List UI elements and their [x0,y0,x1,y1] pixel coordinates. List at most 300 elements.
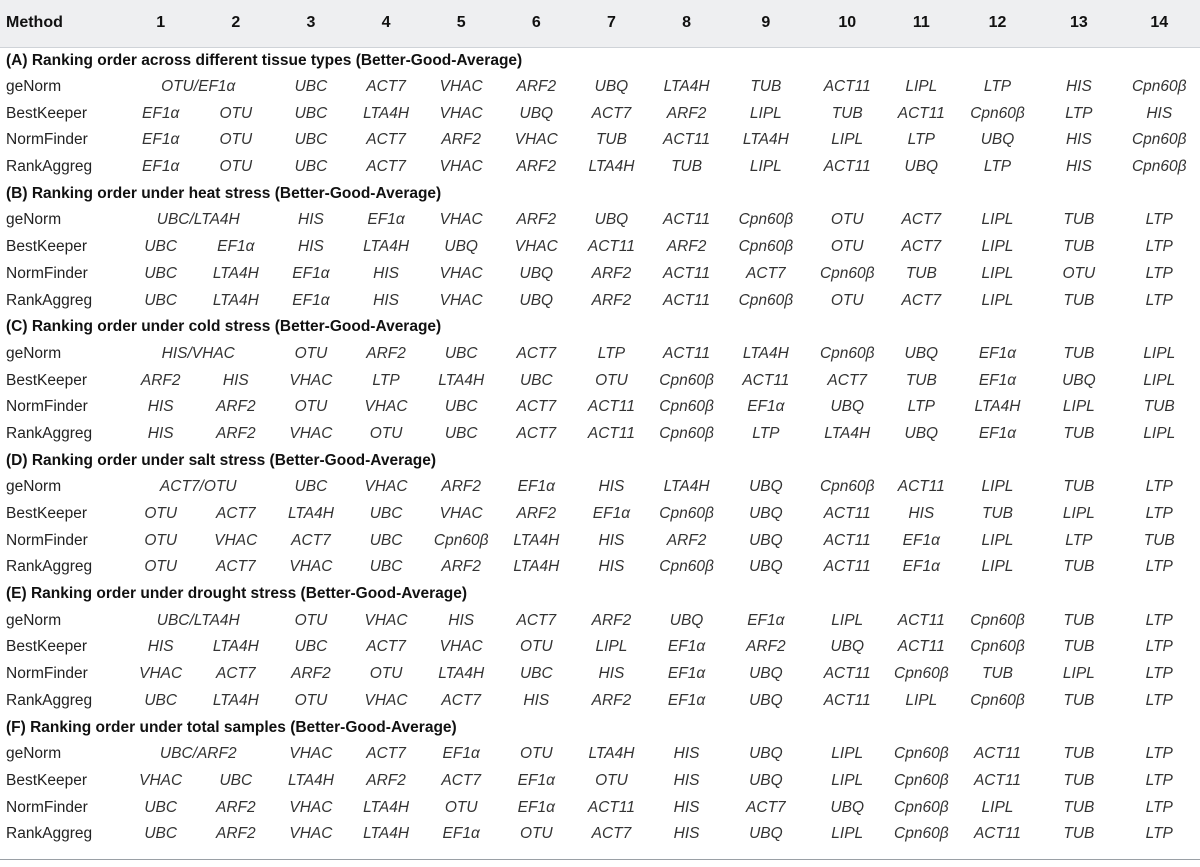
gene-cell: VHAC [514,238,558,256]
gene-cell: ARF2 [216,798,256,816]
gene-cell: LTA4H [212,264,259,282]
gene-cell: VHAC [289,558,333,576]
gene-cell: EF1α [442,825,480,843]
method-name: NormFinder [6,665,88,683]
gene-cell-tied: HIS/VHAC [161,344,235,362]
gene-cell: LIPL [1143,424,1176,442]
table-row [0,100,1200,127]
gene-cell: VHAC [439,638,483,656]
rank-header: 12 [956,0,1039,47]
gene-cell: Cpn60β [1131,131,1187,149]
gene-cell: TUB [1063,825,1095,843]
gene-cell: UBC [369,531,403,549]
gene-cell: ACT11 [823,665,871,683]
gene-cell: VHAC [514,131,558,149]
gene-cell: OTU [144,558,178,576]
gene-cell: Cpn60β [894,745,949,763]
method-name: RankAggreg [6,424,93,442]
gene-cell: UBQ [904,424,939,442]
gene-cell: Cpn60β [894,665,949,683]
gene-cell: TUB [1063,798,1095,816]
gene-cell: UBC [444,344,478,362]
table-row [0,234,1200,261]
gene-cell: LTP [1145,238,1173,256]
gene-cell: HIS [1065,78,1092,96]
gene-cell: ACT11 [663,344,711,362]
method-name: BestKeeper [6,371,87,389]
gene-cell: LTA4H [212,638,259,656]
gene-cell: LIPL [981,264,1014,282]
gene-cell: TUB [1063,558,1095,576]
rank-header: 3 [273,0,348,47]
gene-cell: Cpn60β [819,344,875,362]
method-name: RankAggreg [6,291,93,309]
gene-cell: ARF2 [591,611,632,629]
gene-cell: HIS [598,558,625,576]
gene-cell: TUB [1063,238,1095,256]
gene-cell: Cpn60β [659,505,714,523]
gene-cell: ACT7 [366,638,406,656]
gene-cell: TUB [1063,478,1095,496]
gene-cell: LIPL [981,238,1014,256]
gene-cell: TUB [981,665,1013,683]
gene-cell: UBQ [904,158,939,176]
gene-cell: EF1α [292,264,330,282]
section-header-row [0,47,1200,74]
gene-cell: LIPL [1143,344,1176,362]
gene-cell: UBQ [749,825,783,843]
gene-cell: VHAC [364,691,408,709]
section-title: (E) Ranking order under drought stress (Better-Good-Average) [6,585,468,603]
gene-cell: HIS [673,798,700,816]
gene-cell: Cpn60β [1131,158,1187,176]
table-row [0,741,1200,768]
table-row [0,287,1200,314]
gene-cell: LTP [1145,478,1173,496]
gene-cell: Cpn60β [970,691,1025,709]
table-row [0,154,1200,181]
gene-cell: TUB [750,78,782,96]
method-name: RankAggreg [6,158,93,176]
gene-cell: OTU [595,371,628,389]
gene-cell: LIPL [905,78,938,96]
rank-header: 13 [1039,0,1118,47]
method-name: RankAggreg [6,691,93,709]
gene-cell-tied: OTU/EF1α [161,78,236,96]
gene-cell: ACT7 [216,558,256,576]
gene-cell: EF1α [978,424,1017,442]
gene-cell: ARF2 [441,558,481,576]
gene-cell: OTU [444,798,478,816]
gene-cell: UBQ [980,131,1015,149]
gene-cell: LTP [1145,665,1173,683]
table-row [0,394,1200,421]
rank-header: 1 [123,0,198,47]
gene-cell: ACT7 [591,825,632,843]
method-name: NormFinder [6,398,88,416]
gene-cell: LTP [983,158,1012,176]
gene-cell: Cpn60β [819,264,875,282]
gene-cell: ACT7 [516,424,557,442]
gene-cell: LTP [1145,211,1173,229]
bottom-rule [0,859,1200,860]
gene-cell: TUB [981,505,1013,523]
gene-cell: ACT7 [291,531,331,549]
gene-cell: ACT11 [897,478,945,496]
gene-cell: ARF2 [366,344,406,362]
gene-cell: UBQ [749,771,783,789]
gene-cell: ARF2 [441,478,481,496]
gene-cell: ACT11 [823,158,871,176]
gene-cell: Cpn60β [659,398,714,416]
gene-cell: ARF2 [366,771,406,789]
gene-cell: TUB [831,104,863,122]
gene-cell: UBC [369,558,403,576]
gene-cell: LIPL [831,611,864,629]
method-column-header: Method [0,0,123,47]
gene-cell: LTA4H [287,771,334,789]
gene-cell: HIS [298,211,324,229]
gene-cell: ACT7 [366,745,406,763]
gene-cell: LTP [1145,505,1173,523]
gene-cell: Cpn60β [738,211,794,229]
gene-cell: ACT11 [587,424,635,442]
rank-header: 10 [808,0,887,47]
gene-cell: Cpn60β [970,638,1025,656]
table-row [0,127,1200,154]
gene-cell: VHAC [364,611,408,629]
gene-cell: TUB [1063,344,1095,362]
method-name: NormFinder [6,798,88,816]
gene-cell: OTU [830,291,864,309]
gene-cell: LTA4H [438,371,485,389]
gene-cell: LIPL [595,638,628,656]
table-row [0,661,1200,688]
gene-cell: UBC [294,131,328,149]
table-row [0,74,1200,101]
gene-cell: UBQ [749,478,783,496]
gene-cell: ACT11 [973,745,1022,763]
gene-cell: OTU [294,611,328,629]
gene-cell: OTU [219,104,253,122]
method-name: geNorm [6,78,62,96]
gene-cell: ARF2 [591,291,632,309]
gene-cell: LTP [1145,291,1173,309]
gene-cell: ARF2 [591,691,632,709]
gene-cell: OTU [294,398,328,416]
gene-cell: ARF2 [441,131,481,149]
gene-cell: ACT11 [823,691,871,709]
gene-cell: EF1α [142,158,180,176]
table-row [0,527,1200,554]
gene-cell: ACT7 [746,798,786,816]
method-name: BestKeeper [6,771,87,789]
gene-cell: Cpn60β [819,478,875,496]
gene-cell: LIPL [831,745,864,763]
gene-cell: ACT11 [897,611,945,629]
gene-cell: UBC [144,238,178,256]
method-name: BestKeeper [6,505,87,523]
gene-cell: TUB [1063,771,1095,789]
gene-cell: VHAC [139,771,183,789]
gene-cell: LIPL [1062,665,1095,683]
gene-cell: TUB [1063,611,1095,629]
section-title: (F) Ranking order under total samples (Better-Good-Average) [6,718,457,736]
gene-cell: UBQ [749,505,783,523]
gene-cell: HIS [373,291,399,309]
gene-cell: TUB [1063,691,1095,709]
gene-cell: LTA4H [438,665,485,683]
method-name: RankAggreg [6,558,93,576]
gene-cell: LIPL [981,291,1014,309]
table-row [0,367,1200,394]
gene-cell: UBQ [830,798,865,816]
gene-cell: LTA4H [663,478,710,496]
gene-cell: LTA4H [363,798,410,816]
gene-cell: ARF2 [516,78,557,96]
gene-cell: UBC [519,371,553,389]
gene-cell: OTU [219,158,253,176]
gene-cell: UBC [144,691,178,709]
gene-cell: VHAC [289,424,333,442]
rank-header: 5 [424,0,499,47]
gene-cell: UBC [294,478,328,496]
method-name: BestKeeper [6,104,87,122]
method-name: BestKeeper [6,638,87,656]
gene-cell: EF1α [902,531,940,549]
gene-cell: TUB [1063,638,1095,656]
gene-cell: LTP [597,344,626,362]
gene-cell: VHAC [214,531,258,549]
gene-cell: TUB [1143,531,1175,549]
gene-cell: Cpn60β [738,291,794,309]
gene-cell: EF1α [367,211,405,229]
gene-cell: HIS [147,398,174,416]
gene-cell: LTA4H [363,104,410,122]
table-row [0,207,1200,234]
gene-cell: HIS [298,238,324,256]
gene-cell: HIS [1065,131,1092,149]
gene-cell: UBC [444,398,478,416]
gene-cell: LIPL [831,771,864,789]
gene-cell: UBQ [519,104,554,122]
rank-header: 7 [574,0,649,47]
gene-cell: ACT11 [587,398,635,416]
gene-cell: TUB [595,131,627,149]
gene-cell: ACT11 [897,104,945,122]
gene-cell: ACT7 [216,665,256,683]
gene-cell: HIS [222,371,249,389]
gene-cell: Cpn60β [738,238,794,256]
gene-cell: ACT7 [516,611,557,629]
gene-cell: HIS [448,611,475,629]
gene-cell: OTU [830,238,864,256]
gene-cell: OTU [219,131,253,149]
gene-cell: EF1α [667,638,706,656]
gene-cell: VHAC [139,665,183,683]
gene-cell: ACT11 [587,798,635,816]
gene-cell: HIS [523,691,550,709]
method-name: geNorm [6,211,62,229]
method-name: NormFinder [6,131,88,149]
rank-header: 14 [1119,0,1200,47]
gene-cell: LTP [1145,691,1173,709]
gene-cell: EF1α [978,344,1017,362]
section-header-row [0,581,1200,608]
gene-cell: UBQ [749,745,783,763]
gene-cell: ARF2 [216,825,256,843]
section-header-row [0,447,1200,474]
gene-cell: LIPL [981,478,1014,496]
gene-cell: HIS [673,745,700,763]
gene-cell: LTP [1145,745,1173,763]
gene-cell: ACT11 [663,131,711,149]
gene-cell: HIS [673,825,700,843]
gene-cell: ACT7 [441,691,481,709]
gene-cell: TUB [1063,745,1095,763]
table-row [0,341,1200,368]
gene-cell: LTA4H [742,344,789,362]
gene-cell: LTA4H [212,291,259,309]
gene-cell: LTA4H [363,238,410,256]
gene-cell: LTA4H [742,131,789,149]
table-row [0,634,1200,661]
gene-cell: LIPL [1143,371,1176,389]
gene-cell: LTA4H [588,158,635,176]
gene-cell: ACT11 [587,238,635,256]
gene-cell: ACT7 [216,505,256,523]
gene-cell: UBQ [669,611,704,629]
gene-cell: UBC [294,638,328,656]
gene-cell: Cpn60β [894,825,949,843]
gene-cell: Cpn60β [894,771,949,789]
gene-cell: TUB [905,371,937,389]
gene-cell: LTP [1065,531,1093,549]
gene-cell: UBC [144,825,178,843]
table-row [0,768,1200,795]
gene-cell: EF1α [142,104,180,122]
section-title: (B) Ranking order under heat stress (Better-Good-Average) [6,184,442,202]
gene-cell: UBQ [519,291,554,309]
gene-cell: LTP [1065,104,1093,122]
gene-cell: EF1α [142,131,180,149]
gene-cell: HIS [373,264,399,282]
gene-cell: ACT11 [823,505,871,523]
gene-cell: ACT11 [663,264,711,282]
gene-cell: LTA4H [287,505,334,523]
gene-cell: ARF2 [216,398,256,416]
gene-cell: EF1α [667,691,706,709]
gene-cell: VHAC [439,264,483,282]
gene-cell: LTA4H [824,424,871,442]
gene-cell: EF1α [667,665,706,683]
gene-cell: HIS [147,638,174,656]
method-name: geNorm [6,344,62,362]
gene-cell: EF1α [442,745,480,763]
table-row [0,688,1200,715]
gene-cell: EF1α [978,371,1017,389]
gene-cell: TUB [1143,398,1175,416]
gene-cell: LTP [1145,825,1173,843]
gene-cell: ACT7 [901,238,942,256]
gene-cell: Cpn60β [659,371,714,389]
gene-cell: EF1α [292,291,330,309]
gene-cell: UBQ [749,665,783,683]
gene-cell: LIPL [981,558,1014,576]
gene-cell: EF1α [517,798,555,816]
gene-cell: LTP [1145,798,1173,816]
gene-cell: UBQ [749,691,783,709]
gene-cell: TUB [905,264,937,282]
gene-cell: UBQ [904,344,939,362]
gene-cell: VHAC [439,78,483,96]
section-title: (A) Ranking order across different tissue types (Better-Good-Average) [6,51,523,69]
gene-cell: TUB [1063,424,1095,442]
gene-cell: OTU [595,771,628,789]
gene-cell: ACT11 [823,78,871,96]
gene-cell: UBQ [830,638,865,656]
gene-cell-tied: ACT7/OTU [159,478,237,496]
table-row [0,474,1200,501]
table-row [0,501,1200,528]
method-name: NormFinder [6,531,88,549]
gene-cell: EF1α [517,478,555,496]
gene-cell: LIPL [1062,398,1095,416]
gene-cell: HIS [147,424,174,442]
method-name: geNorm [6,611,62,629]
gene-cell: LTP [1145,264,1173,282]
gene-cell: LIPL [1062,505,1095,523]
gene-cell: OTU [519,825,553,843]
gene-cell: ACT7 [591,104,632,122]
gene-cell: OTU [369,424,403,442]
gene-cell: ACT7 [441,771,481,789]
gene-cell: ACT11 [663,291,711,309]
table-row [0,821,1200,848]
gene-cell: UBC [294,78,328,96]
gene-cell: LTP [907,131,935,149]
gene-cell: EF1α [217,238,255,256]
method-name: BestKeeper [6,238,87,256]
gene-cell: EF1α [902,558,940,576]
gene-cell: ARF2 [666,238,707,256]
gene-cell: ACT7 [366,158,406,176]
gene-cell-tied: UBC/LTA4H [156,211,240,229]
gene-cell: UBQ [749,558,783,576]
gene-cell: LTP [372,371,400,389]
gene-cell: ARF2 [666,531,707,549]
gene-cell: LTA4H [212,691,259,709]
gene-cell: HIS [1065,158,1092,176]
gene-cell: OTU [144,505,178,523]
section-title: (D) Ranking order under salt stress (Better-Good-Average) [6,451,437,469]
method-name: geNorm [6,478,62,496]
gene-cell: OTU [519,745,553,763]
gene-cell: VHAC [364,398,408,416]
gene-cell: LTP [907,398,935,416]
gene-cell: Cpn60β [659,558,714,576]
gene-cell: TUB [671,158,703,176]
gene-cell: ACT7 [366,78,406,96]
gene-cell: UBQ [830,398,865,416]
gene-cell: TUB [1063,211,1095,229]
gene-cell: VHAC [439,104,483,122]
gene-cell: VHAC [439,158,483,176]
gene-cell: UBC [444,424,478,442]
gene-cell: LTA4H [513,531,560,549]
gene-cell: VHAC [289,745,333,763]
gene-cell: LTP [1145,611,1173,629]
